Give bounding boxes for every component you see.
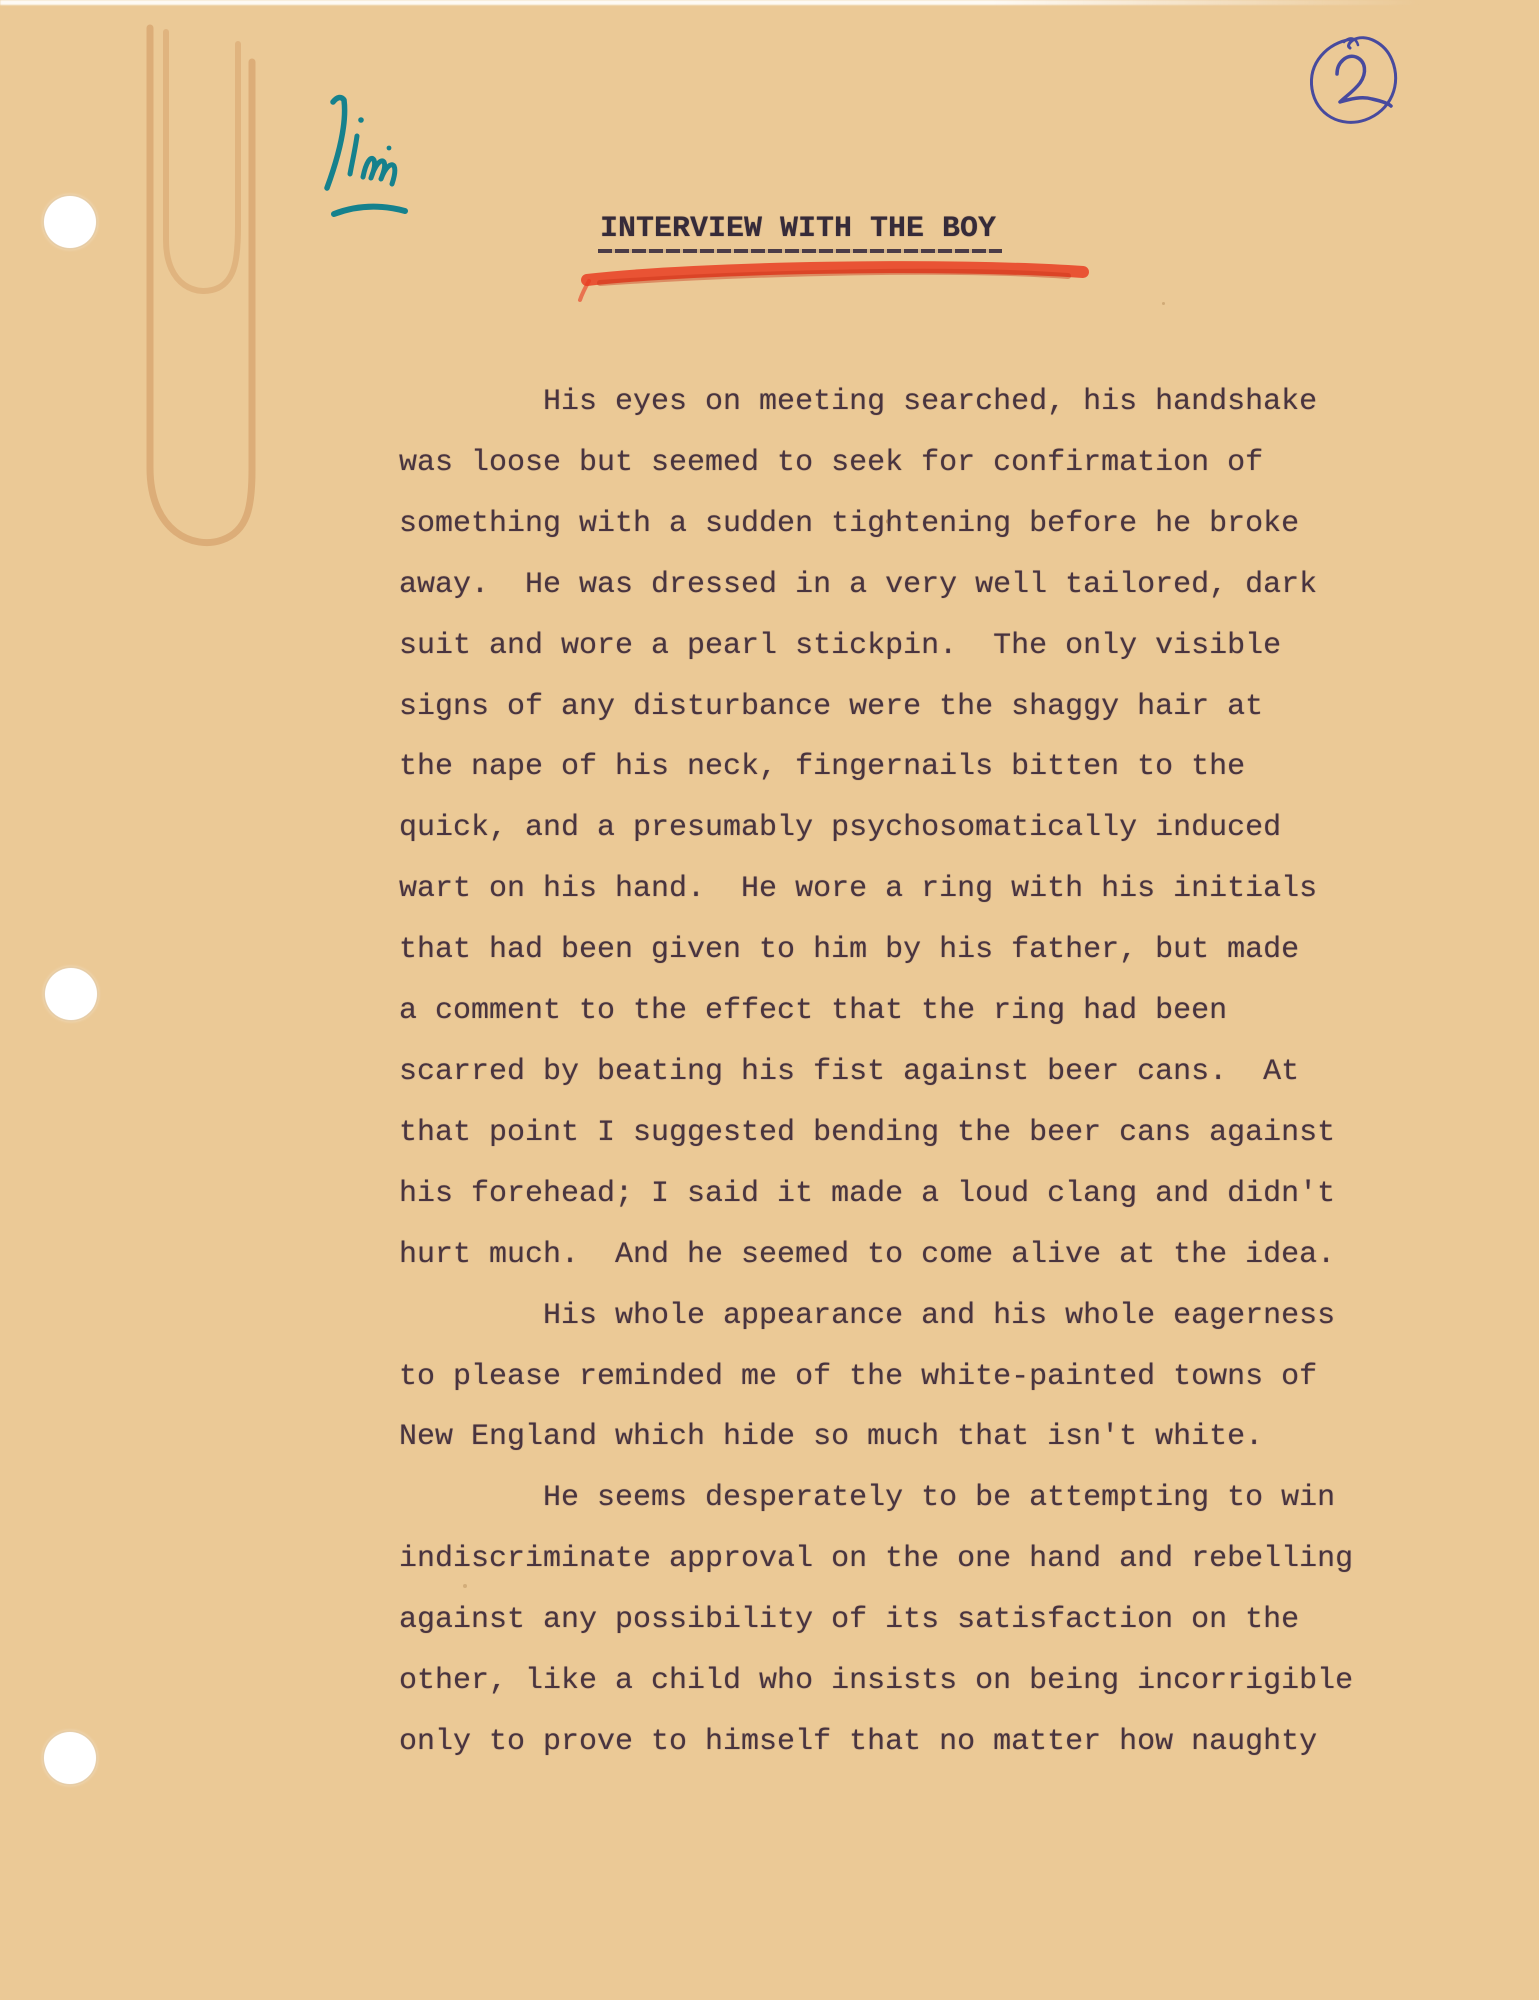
text-line: was loose but seemed to seek for confirmation of [399,445,1264,480]
text-line: the nape of his neck, fingernails bitten to the [399,750,1246,785]
text-line: that had been given to him by his father, but made [399,933,1300,968]
text-line: New England which hide so much that isn't white. [399,1420,1264,1455]
text-line: suit and wore a pearl stickpin. The only visible [399,628,1282,663]
text-line: his forehead; I said it made a loud clang and didn't [399,1176,1336,1211]
text-line: wart on his hand. He wore a ring with his initials [399,872,1318,907]
title-typed-underline [598,249,1002,253]
body-text [399,372,1353,1773]
text-line: He seems desperately to be attempting to win [399,1481,1336,1516]
text-line: that point I suggested bending the beer cans against [399,1115,1336,1150]
paper-speck [1162,302,1165,305]
text-line: His whole appearance and his whole eagerness [399,1298,1336,1333]
text-line: a comment to the effect that the ring had been [399,994,1228,1029]
text-line: indiscriminate approval on the one hand and rebelling [399,1542,1354,1577]
scan-edge [0,0,1420,5]
text-line: hurt much. And he seemed to come alive at the idea. [399,1237,1336,1272]
text-line: signs of any disturbance were the shaggy hair at [399,689,1264,724]
text-line: quick, and a presumably psychosomatically induced [399,811,1282,846]
text-line: other, like a child who insists on being incorrigible [399,1664,1354,1699]
page-title: INTERVIEW WITH THE BOY [600,212,997,246]
text-line: away. He was dressed in a very well tailored, dark [399,567,1318,602]
text-line: against any possibility of its satisfaction on the [399,1603,1300,1638]
text-line: to please reminded me of the white-painted towns of [399,1359,1318,1394]
text-line: only to prove to himself that no matter how naughty [399,1724,1318,1759]
text-line: His eyes on meeting searched, his handshake [399,385,1318,419]
hole-punch-middle [45,968,97,1020]
text-line: scarred by beating his fist against beer cans. At [399,1054,1300,1089]
hole-punch-bottom [44,1732,96,1784]
hole-punch-top [44,196,96,248]
text-line: something with a sudden tightening before he broke [399,506,1300,541]
